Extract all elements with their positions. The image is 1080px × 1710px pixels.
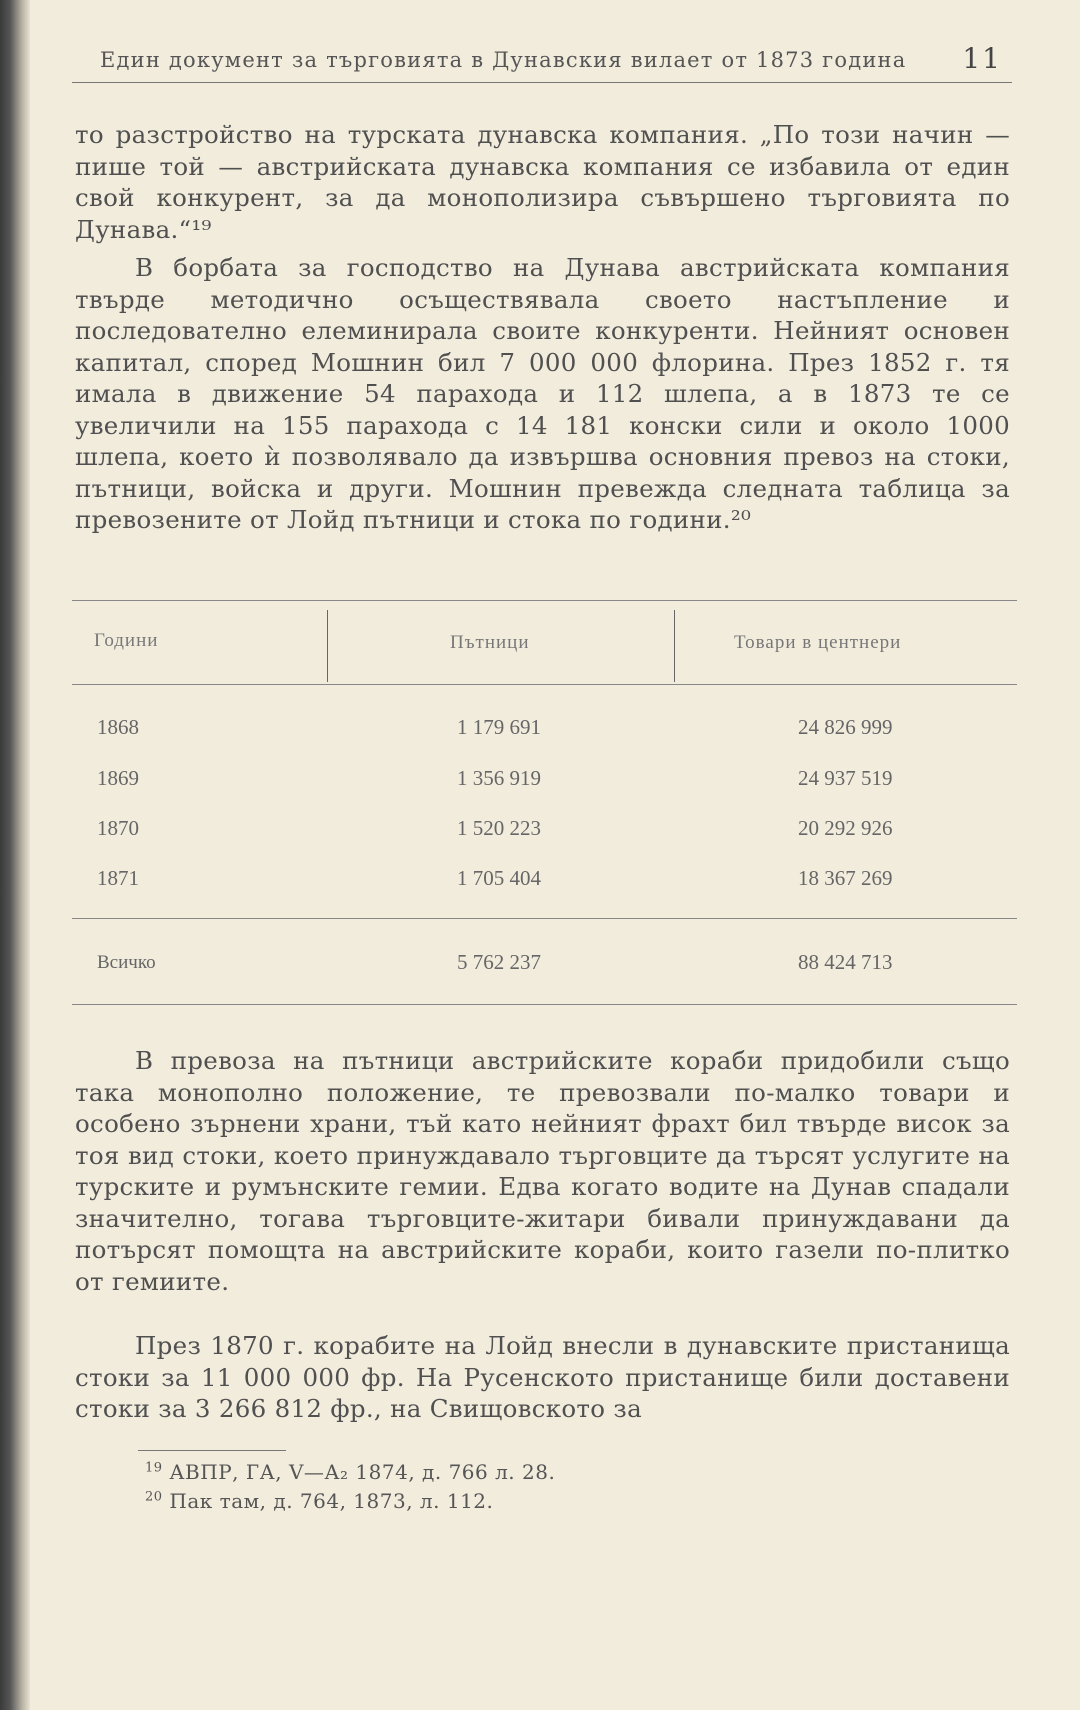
table-cell: 1871 <box>97 866 139 890</box>
footnote-text: Пак там, д. 764, 1873, л. 112. <box>169 1489 494 1513</box>
table-cell: 1 520 223 <box>457 816 541 840</box>
table-cell: 18 367 269 <box>798 866 893 890</box>
paragraph-3-text: В превоза на пътници австрийските кораби придобили също така монополно положение, те превозвали по-малко товари и особено зърнени храни, тъй като нейният фрахт бил твърде висок за тоя вид стоки, което принуждавало търговците да търсят услугите на турските и румънските гемии. Едва когато водите на Дунав спадали значително, тогава търговците-житари бивали принуждавани да потърсят помощта на австрийските кораби, които газели по-плитко от гемиите. <box>75 1046 1010 1296</box>
footnote-rule <box>138 1450 286 1451</box>
header-years: Години <box>94 630 159 651</box>
table-column-divider <box>674 610 675 682</box>
table-cell: 1869 <box>97 766 139 790</box>
paragraph-1-text: то разстройство на турската дунавска компания. „По този начин — пише той — австрийската дунавска компания се избавила от един свой конкурент, за да монополизира съвършено търговията по Дунава.“¹⁹ <box>75 120 1010 244</box>
table-header-rule <box>72 684 1017 685</box>
running-header <box>72 40 1012 83</box>
transport-table <box>72 600 1017 1010</box>
total-cargo: 88 424 713 <box>798 950 893 974</box>
header-passengers: Пътници <box>450 632 530 653</box>
footnote-mark: 20 <box>145 1489 163 1505</box>
paragraph-4 <box>75 1330 1010 1425</box>
total-passengers: 5 762 237 <box>457 950 541 974</box>
table-cell: 1868 <box>97 715 139 739</box>
footnote-mark: 19 <box>145 1460 163 1476</box>
header-cargo: Товари в центнери <box>734 632 902 653</box>
table-cell: 1870 <box>97 816 139 840</box>
table-total-rule <box>72 918 1017 919</box>
paragraph-4-text: През 1870 г. корабите на Лойд внесли в дунавските пристанища стоки за 11 000 000 фр. На Русенското пристанище били доставени стоки за 3 266 812 фр., на Свищовското за <box>75 1331 1010 1423</box>
table-cell: 1 705 404 <box>457 866 541 890</box>
table-cell: 1 356 919 <box>457 766 541 790</box>
table-cell: 24 937 519 <box>798 766 893 790</box>
paragraph-2 <box>75 252 1010 536</box>
footnote-text: АВПР, ГА, V—А₂ 1874, д. 766 л. 28. <box>169 1460 556 1484</box>
table-bottom-rule <box>72 1004 1017 1005</box>
paragraph-1 <box>75 119 1010 245</box>
table-cell: 20 292 926 <box>798 816 893 840</box>
footnote-20 <box>145 1489 493 1513</box>
page-number: 11 <box>962 42 1002 75</box>
paragraph-3 <box>75 1045 1010 1297</box>
table-top-rule <box>72 600 1017 601</box>
paragraph-2-text: В борбата за господство на Дунава австрийската компания твърде методично осъществявала своето настъпление и последователно елеминирала своите конкуренти. Нейният основен капитал, според Мошнин бил 7 000 000 флорина. През 1852 г. тя имала в движение 54 парахода и 112 шлепа, а в 1873 те се увеличили на 155 парахода с 14 181 конски сили и около 1000 шлепа, което ѝ позволявало да извършва основния превоз на стоки, пътници, войска и други. Мошнин превежда следната таблица за превозените от Лойд пътници и стока по години.²⁰ <box>75 253 1010 534</box>
running-title: Един документ за търговията в Дунавския вилает от 1873 година <box>100 48 907 72</box>
total-label: Всичко <box>97 952 156 973</box>
table-cell: 1 179 691 <box>457 715 541 739</box>
book-spine-shadow <box>0 0 30 1710</box>
table-cell: 24 826 999 <box>798 715 893 739</box>
footnote-19 <box>145 1460 555 1484</box>
table-column-divider <box>327 610 328 682</box>
